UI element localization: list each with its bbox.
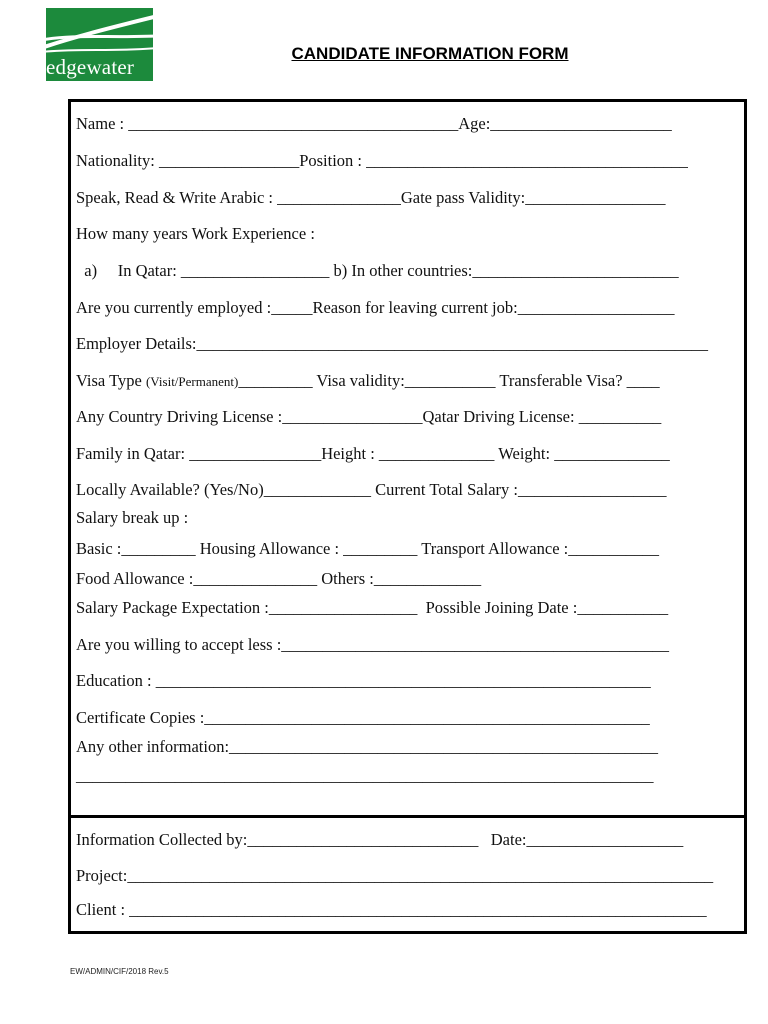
- visa-fields[interactable]: _________ Visa validity:___________ Transferable Visa? ____: [238, 371, 660, 390]
- collected-by-date-line[interactable]: Information Collected by:____________________________ Date:___________________: [76, 830, 684, 849]
- accept-less-line[interactable]: Are you willing to accept less :_______________________________________________: [76, 635, 670, 654]
- work-experience-heading: How many years Work Experience :: [76, 224, 315, 243]
- document-code: EW/ADMIN/CIF/2018 Rev.5: [70, 967, 169, 976]
- logo-text: edgewater: [46, 55, 135, 79]
- family-height-weight-line[interactable]: Family in Qatar: ________________Height : ______________ Weight: ______________: [76, 444, 670, 463]
- certificate-copies-line[interactable]: Certificate Copies :______________________________________________________: [76, 708, 650, 727]
- basic-allowances-line[interactable]: Basic :_________ Housing Allowance : _________ Transport Allowance :___________: [76, 539, 659, 558]
- package-joining-line[interactable]: Salary Package Expectation :__________________ Possible Joining Date :___________: [76, 598, 669, 617]
- blank-line[interactable]: ______________________________________________________________________: [76, 766, 654, 785]
- visa-type-options: (Visit/Permanent): [145, 374, 239, 389]
- client-line[interactable]: Client : ______________________________________________________________________: [76, 900, 707, 919]
- name-age-line[interactable]: Name : ________________________________________Age:______________________: [76, 114, 672, 133]
- driving-license-line[interactable]: Any Country Driving License :_________________Qatar Driving License: __________: [76, 407, 662, 426]
- employer-details-line[interactable]: Employer Details:______________________________________________________________: [76, 334, 709, 353]
- visa-line[interactable]: [76, 371, 660, 391]
- education-line[interactable]: Education : ____________________________________________________________: [76, 671, 651, 690]
- experience-qatar-other-line[interactable]: a) In Qatar: __________________ b) In other countries:_________________________: [76, 261, 679, 280]
- food-others-line[interactable]: Food Allowance :_______________ Others :_____________: [76, 569, 482, 588]
- section-divider: [68, 815, 747, 818]
- employment-reason-line[interactable]: Are you currently employed :_____Reason for leaving current job:___________________: [76, 298, 675, 317]
- availability-salary-line[interactable]: Locally Available? (Yes/No)_____________ Current Total Salary :__________________: [76, 480, 667, 499]
- other-information-line[interactable]: Any other information:____________________________________________________: [76, 737, 659, 756]
- salary-breakup-heading: Salary break up :: [76, 508, 189, 527]
- nationality-position-line[interactable]: Nationality: _________________Position : _______________________________________: [76, 151, 688, 170]
- project-line[interactable]: Project:_______________________________________________________________________: [76, 866, 714, 885]
- arabic-gatepass-line[interactable]: Speak, Read & Write Arabic : _______________Gate pass Validity:_________________: [76, 188, 666, 207]
- page-title: CANDIDATE INFORMATION FORM: [291, 44, 569, 63]
- visa-type-label: Visa Type: [76, 371, 146, 390]
